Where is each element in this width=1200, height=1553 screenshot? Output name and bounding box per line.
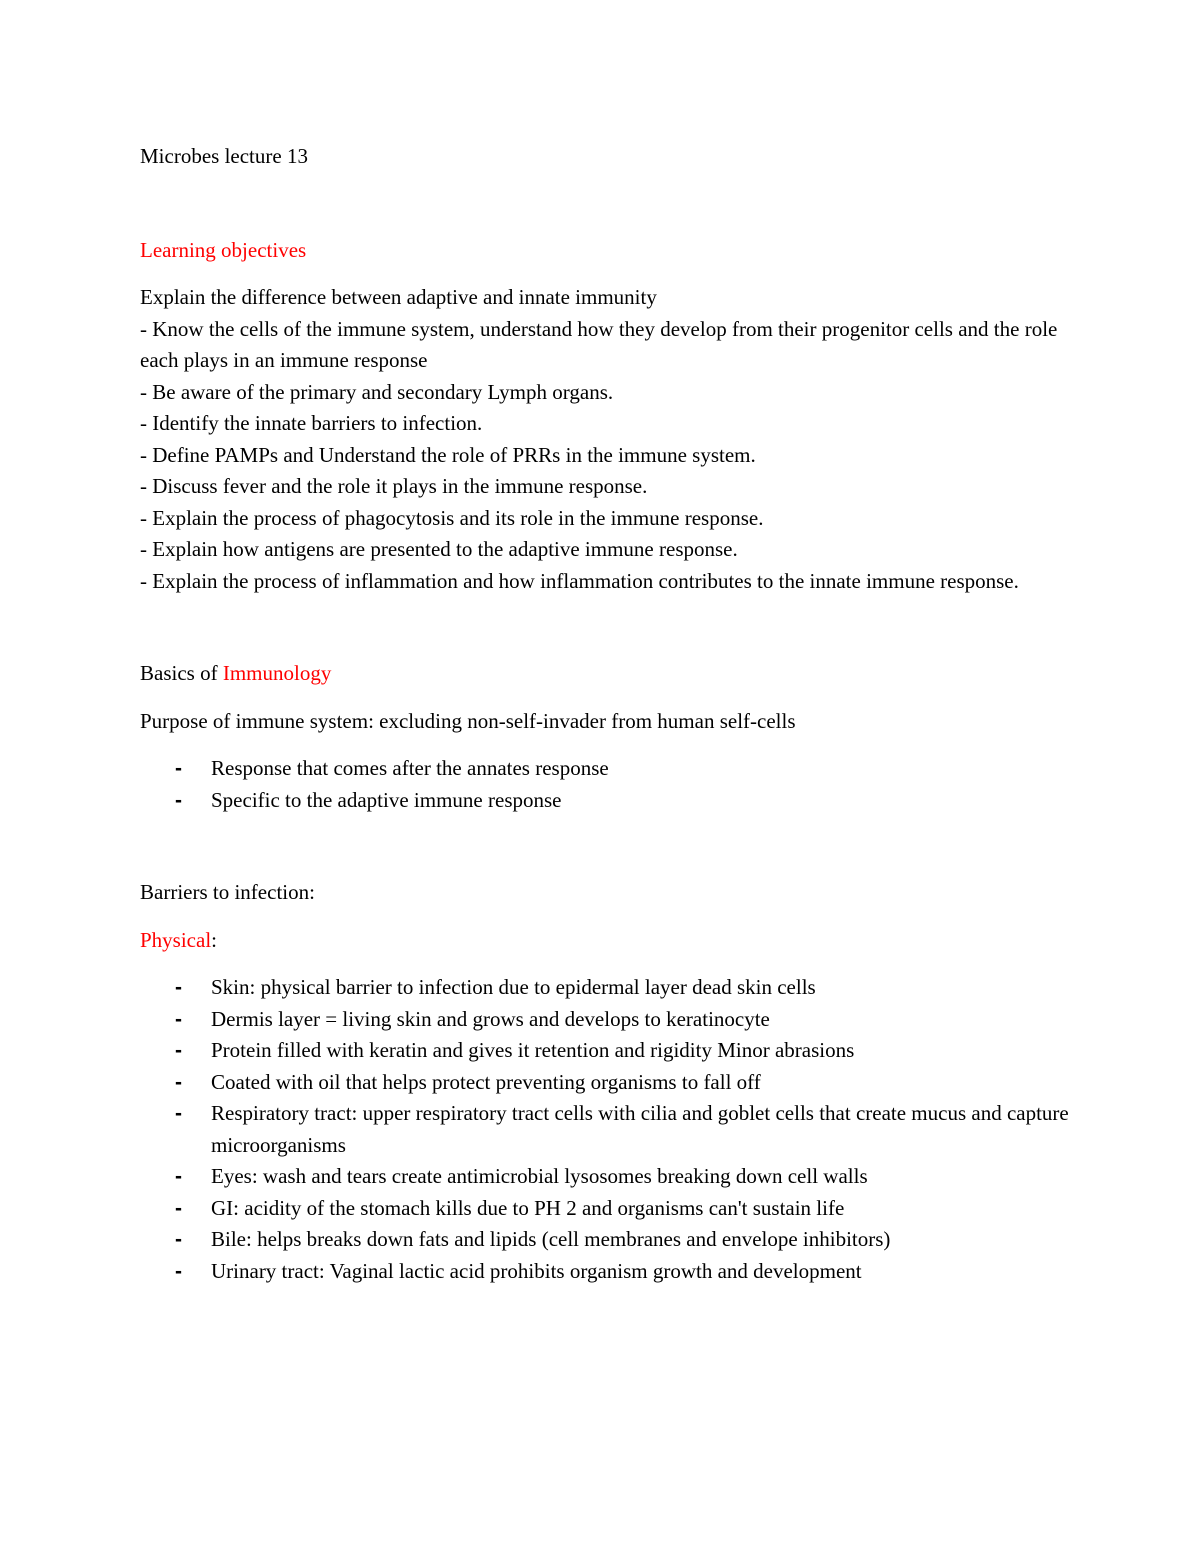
document-body — [140, 141, 1070, 1287]
list-item: - GI: acidity of the stomach kills due to PH 2 and organisms can't sustain life — [140, 1193, 1070, 1225]
dash-bullet: - — [175, 1165, 182, 1188]
basics-heading-highlight: Immunology — [222, 661, 332, 685]
immune-purpose: Purpose of immune system: excluding non-self-invader from human self-cells — [140, 708, 796, 733]
list-item: - Protein filled with keratin and gives it retention and rigidity Minor abrasions — [140, 1035, 1070, 1067]
dash-bullet: - — [175, 788, 182, 812]
objective-item: - Be aware of the primary and secondary Lymph organs. — [140, 379, 614, 404]
dash-bullet: - — [175, 1196, 182, 1220]
barriers-heading: Barriers to infection: — [140, 880, 315, 904]
dash-bullet: - — [175, 1070, 182, 1094]
objective-item: - Define PAMPs and Understand the role of PRRs in the immune system. — [140, 442, 756, 467]
list-item: - Skin: physical barrier to infection due to epidermal layer dead skin cells — [140, 972, 1070, 1004]
list-item: - Urinary tract: Vaginal lactic acid prohibits organism growth and development — [140, 1256, 1070, 1288]
physical-barriers-list — [140, 972, 1070, 1287]
objective-item: - Identify the innate barriers to infection. — [140, 411, 483, 435]
list-item: - Dermis layer = living skin and grows and develops to keratinocyte — [140, 1004, 1070, 1036]
list-item: - Eyes: wash and tears create antimicrobial lysosomes breaking down cell walls — [140, 1161, 1070, 1193]
document-title: Microbes lecture 13 — [140, 144, 308, 168]
objectives-intro: Explain the difference between adaptive and innate immunity — [140, 285, 657, 309]
physical-colon: : — [211, 927, 218, 952]
dash-bullet: - — [175, 1259, 182, 1283]
objective-item: - Know the cells of the immune system, understand how they develop from their progenitor cells and the role each plays in an immune response — [140, 316, 1058, 372]
list-item: - Specific to the adaptive immune response — [140, 785, 1070, 817]
list-item: - Respiratory tract: upper respiratory tract cells with cilia and goblet cells that create mucus and capture microorganisms — [140, 1098, 1070, 1161]
objective-item: - Explain the process of inflammation and how inflammation contributes to the innate immune response. — [140, 568, 1019, 593]
dash-bullet: - — [175, 1039, 182, 1062]
basics-heading-prefix: Basics of — [140, 661, 223, 685]
list-item: - Response that comes after the annates response — [140, 753, 1070, 785]
dash-bullet: - — [175, 1228, 182, 1251]
objective-item: - Discuss fever and the role it plays in the immune response. — [140, 474, 648, 498]
physical-label: Physical — [140, 927, 212, 952]
dash-bullet: - — [175, 976, 182, 999]
dash-bullet: - — [175, 1102, 182, 1125]
objective-item: - Explain how antigens are presented to the adaptive immune response. — [140, 537, 738, 561]
dash-bullet: - — [175, 1007, 182, 1031]
basics-bullet-list — [140, 753, 1070, 816]
physical-heading — [140, 925, 1070, 957]
list-item: - Bile: helps breaks down fats and lipids (cell membranes and envelope inhibitors) — [140, 1224, 1070, 1256]
learning-objectives-heading: Learning objectives — [140, 237, 307, 262]
dash-bullet: - — [175, 757, 182, 780]
list-item: - Coated with oil that helps protect preventing organisms to fall off — [140, 1067, 1070, 1099]
basics-heading — [140, 658, 1070, 690]
objective-item: - Explain the process of phagocytosis and its role in the immune response. — [140, 505, 764, 530]
